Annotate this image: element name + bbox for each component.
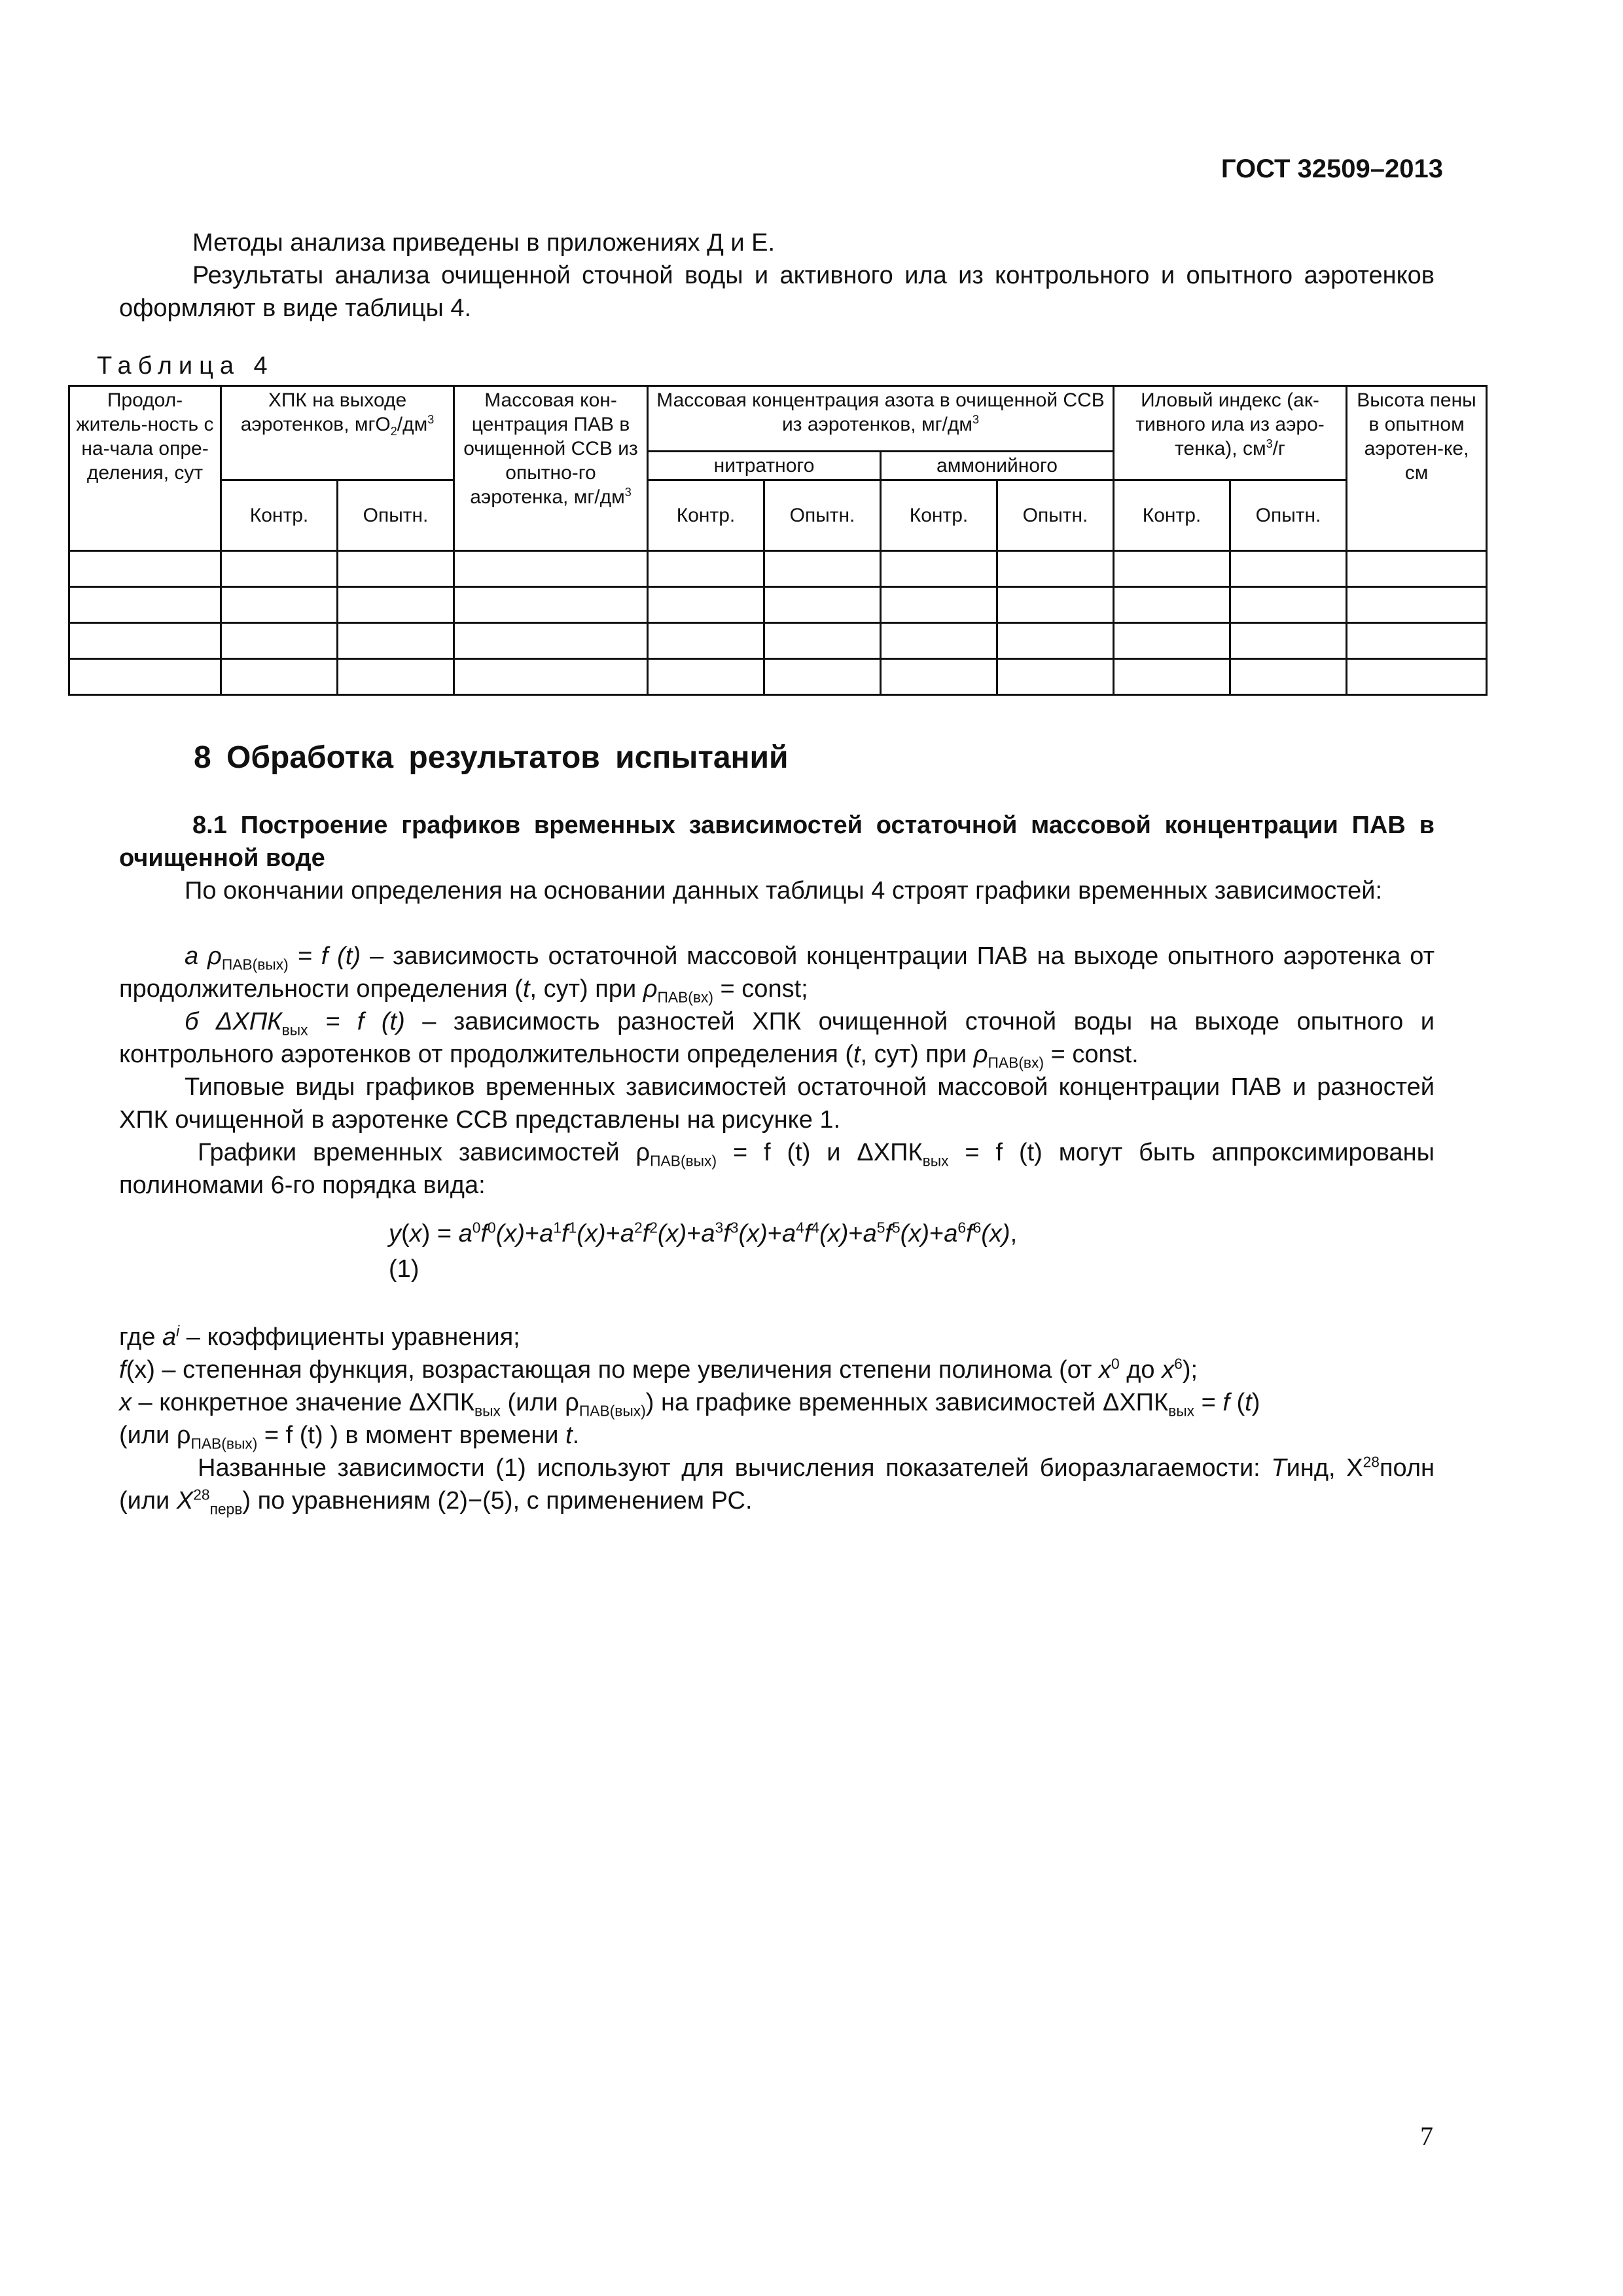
polynomial-formula (389, 1216, 1017, 1287)
subheader-nitrate: нитратного (648, 452, 881, 480)
intro-paragraph-1: Методы анализа приведены в приложениях Д и Е. (192, 229, 776, 257)
paragraph-approximation: Графики временных зависимостей $\rho_{ПАВ(вых)} = f$ (t) и $\Delta ХПК_{вых} = f$ (t) могут быть аппроксимированы полиномами 6-го порядка вида: (119, 1139, 1435, 1199)
header-nitrogen: Массовая концентрация азота в очищенной ССВ из аэротенков, $мг/дм^3$ (648, 386, 1114, 452)
header-cod: ХПК на выходе аэротенков, $мгО_2/дм^3$ (221, 386, 454, 480)
subheader-kontr: Контр. (881, 480, 997, 551)
where-x-value: x – конкретное значение $\Delta ХПК_{вых}$ (или $\rho_{ПАВ(вых)}$) на графике временных зависимостей $\Delta ХПК_{вых} = f$ (t) (119, 1389, 1260, 1420)
table-row (69, 659, 1487, 695)
header-sludge-index: Иловый индекс (ак-тивного ила из аэро-тенка), $см^3/г$ (1114, 386, 1347, 480)
subsection-8-1-title: 8.1 Построение графиков временных зависимостей остаточной массовой концентрации ПАВ в очищенной воде (119, 812, 1435, 872)
paragraph-graphs-intro: По окончании определения на основании данных таблицы 4 строят графики временных зависимостей: (185, 877, 1383, 905)
paragraph-biodegradability: Названные зависимости (1) используют для вычисления показателей биоразлагаемости: Tинд, $X^{28}полн$ (или $X^{28}_{перв}$) по уравнениям (2)−(5), с применением РС. (119, 1453, 1435, 1518)
formula-number: (1) (389, 1255, 419, 1283)
table-row (69, 623, 1487, 659)
subheader-opytn: Опытн. (997, 480, 1114, 551)
header-surfactant: Массовая кон-центрация ПАВ в очищенной ССВ из опытно-го аэротенка, $мг/дм^3$ (454, 386, 648, 551)
subheader-kontr: Контр. (1114, 480, 1230, 551)
table-row (69, 587, 1487, 623)
subheader-kontr: Контр. (221, 480, 338, 551)
paragraph-typical-graphs: Типовые виды графиков временных зависимостей остаточной массовой концентрации ПАВ и разностей ХПК очищенной в аэротенке ССВ представлены на рисунке 1. (119, 1073, 1435, 1134)
paragraph-item-b: б $\Delta ХПК_{вых} = f$ (t) – зависимость разностей ХПК очищенной сточной воды на выходе опытного и контрольного аэротенков от продолжительности определения (t, сут) при $\rho_{ПАВ(вх)}$ = const. (119, 1008, 1435, 1071)
table-caption: Таблица 4 (97, 352, 274, 380)
subheader-opytn: Опытн. (764, 480, 881, 551)
subheader-ammonium: аммонийного (881, 452, 1114, 480)
where-x-value-cont: (или $\rho_{ПАВ(вых)} = f$ (t) ) в момент времени t. (119, 1422, 580, 1452)
page-number: 7 (1420, 2121, 1433, 2151)
section-8-title: 8 Обработка результатов испытаний (194, 740, 789, 775)
header-foam-height: Высота пены в опытном аэротен-ке, см (1347, 386, 1487, 551)
where-coefficients: где $a^i$ – коэффициенты уравнения; (119, 1322, 520, 1351)
subheader-opytn: Опытн. (338, 480, 454, 551)
formula-expression: $y(x) = a^0f^0(x)+a^1f^1(x)+a^2f^2(x)+a^3f^3(x)+a^4f^4(x)+a^5f^5(x)+a^6f^6(x)$, (389, 1219, 1018, 1247)
subheader-opytn: Опытн. (1230, 480, 1347, 551)
table-row (69, 551, 1487, 587)
header-duration: Продол-житель-ность с на-чала опре-деления, сут (69, 386, 221, 551)
where-power-function: f(x) – степенная функция, возрастающая по мере увеличения степени полинома (от $x^0$ до $x^6$); (119, 1355, 1198, 1384)
paragraph-item-a: а $\rho_{ПАВ(вых)} = f$ (t) – зависимость остаточной массовой концентрации ПАВ на выходе опытного аэротенка от продолжительности определения (t, сут) при $\rho_{ПАВ(вх)}$ = const; (119, 942, 1435, 1006)
standard-number: ГОСТ 32509–2013 (1221, 154, 1443, 183)
intro-paragraph-2: Результаты анализа очищенной сточной воды и активного ила из контрольного и опытного аэротенков оформляют в виде таблицы 4. (119, 262, 1435, 322)
subheader-kontr: Контр. (648, 480, 764, 551)
results-table (68, 385, 1488, 696)
